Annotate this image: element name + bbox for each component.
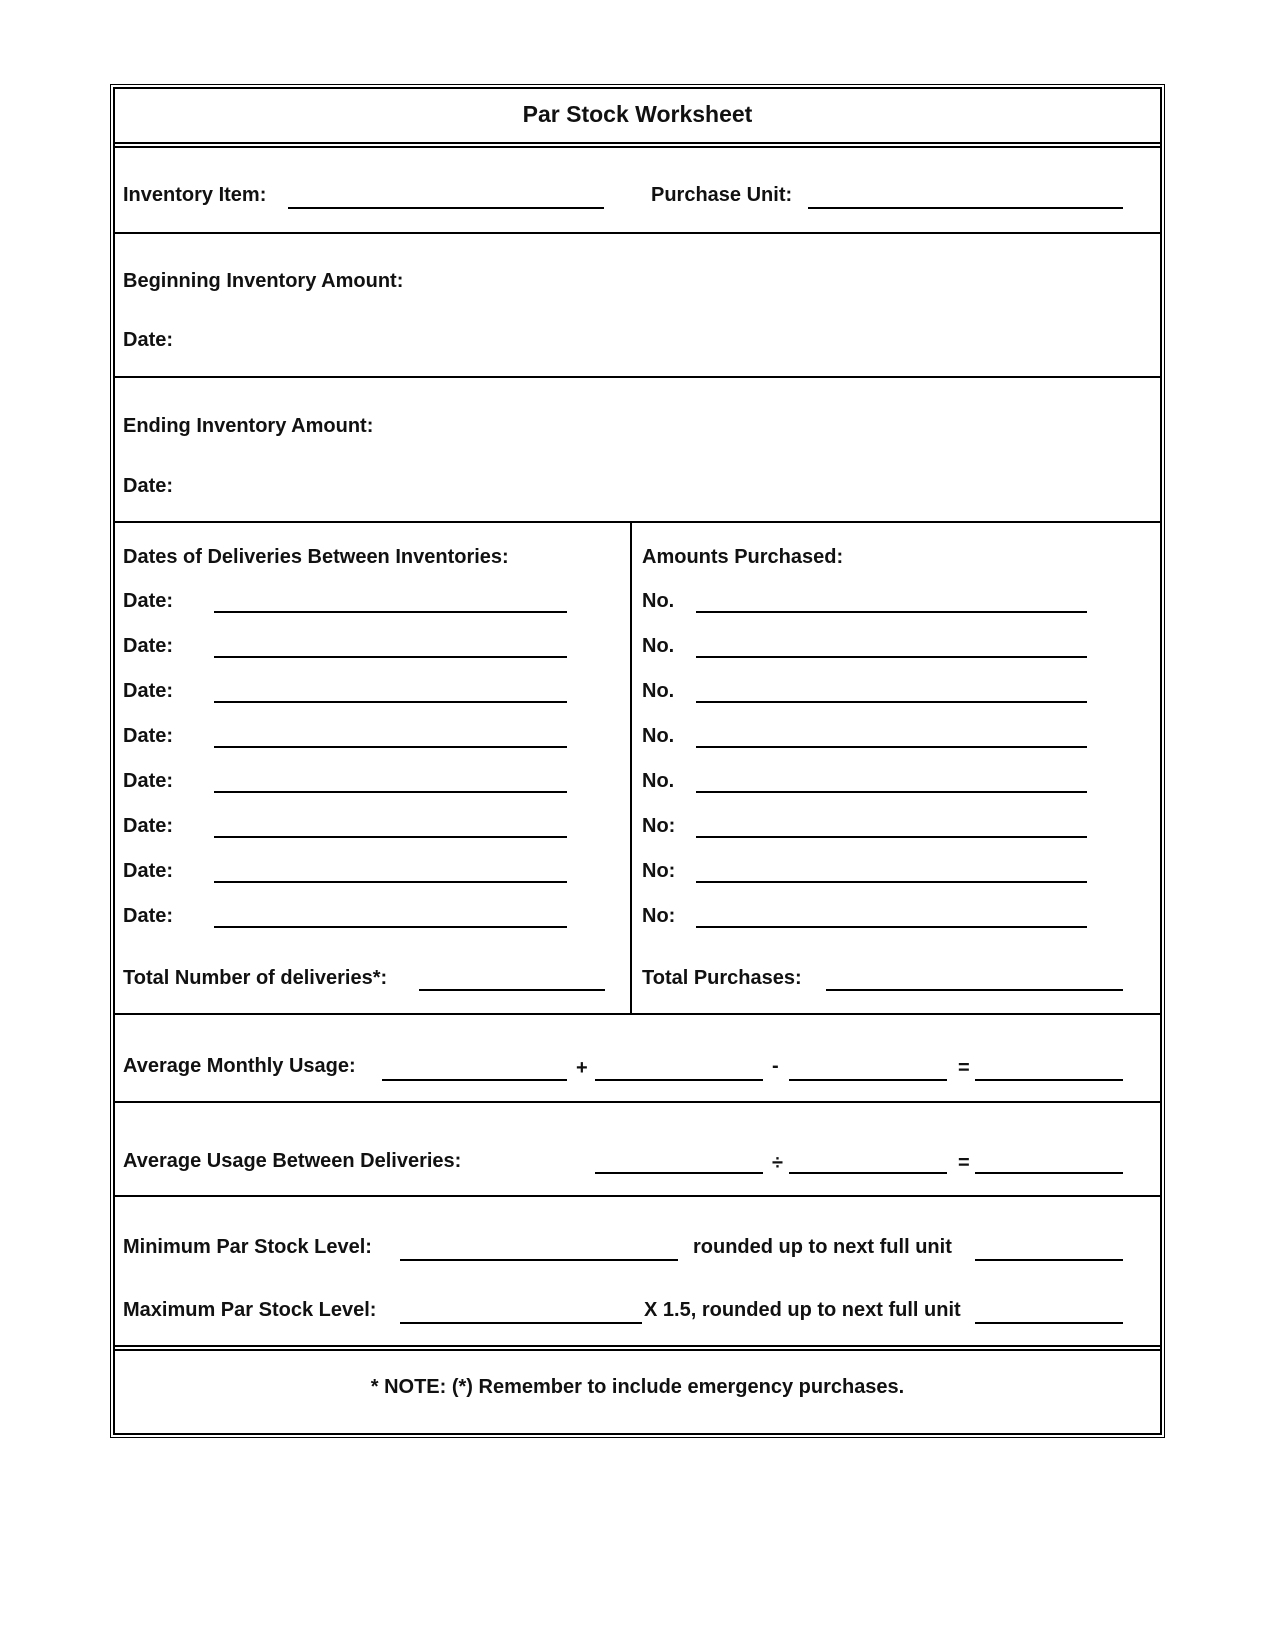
divider-item xyxy=(113,232,1162,234)
equals-sign: = xyxy=(958,1152,970,1174)
delivery-date-field[interactable] xyxy=(214,724,567,748)
amount-no-label: No. xyxy=(642,590,675,612)
delivery-date-label: Date: xyxy=(123,680,174,702)
divider-par-double xyxy=(113,1349,1162,1351)
monthly-result-field[interactable] xyxy=(975,1057,1123,1081)
delivery-date-field[interactable] xyxy=(214,769,567,793)
amount-no-label: No. xyxy=(642,725,675,747)
footer-note: * NOTE: (*) Remember to include emergency purchases. xyxy=(370,1376,905,1398)
monthly-term-3-field[interactable] xyxy=(789,1057,947,1081)
amount-field[interactable] xyxy=(696,814,1087,838)
divider-par xyxy=(113,1345,1162,1347)
avg-between-label: Average Usage Between Deliveries: xyxy=(123,1150,462,1172)
min-rounded-field[interactable] xyxy=(975,1237,1123,1261)
total-purchases-field[interactable] xyxy=(826,967,1123,991)
equals-sign: = xyxy=(958,1057,970,1079)
divider-ending xyxy=(113,521,1162,523)
amount-field[interactable] xyxy=(696,904,1087,928)
column-divider xyxy=(630,521,632,1013)
divider-title xyxy=(113,142,1162,144)
amount-field[interactable] xyxy=(696,679,1087,703)
avg-monthly-label: Average Monthly Usage: xyxy=(123,1055,356,1077)
delivery-date-field[interactable] xyxy=(214,679,567,703)
between-term-2-field[interactable] xyxy=(789,1150,947,1174)
ending-inventory-label: Ending Inventory Amount: xyxy=(123,415,374,437)
amount-no-label: No: xyxy=(642,815,676,837)
amount-no-label: No. xyxy=(642,635,675,657)
divide-sign: ÷ xyxy=(772,1152,783,1174)
amount-no-label: No. xyxy=(642,770,675,792)
monthly-term-1-field[interactable] xyxy=(382,1057,567,1081)
max-rounded-label: X 1.5, rounded up to next full unit xyxy=(644,1299,961,1321)
min-par-label: Minimum Par Stock Level: xyxy=(123,1236,372,1258)
max-rounded-field[interactable] xyxy=(975,1300,1123,1324)
delivery-date-field[interactable] xyxy=(214,589,567,613)
amounts-heading: Amounts Purchased: xyxy=(642,546,844,568)
delivery-date-field[interactable] xyxy=(214,859,567,883)
beginning-date-label: Date: xyxy=(123,329,174,351)
amount-field[interactable] xyxy=(696,724,1087,748)
page-title: Par Stock Worksheet xyxy=(522,101,753,127)
amount-field[interactable] xyxy=(696,769,1087,793)
max-par-field[interactable] xyxy=(400,1300,642,1324)
delivery-date-label: Date: xyxy=(123,590,174,612)
between-term-1-field[interactable] xyxy=(595,1150,763,1174)
between-result-field[interactable] xyxy=(975,1150,1123,1174)
minus-sign: - xyxy=(772,1055,779,1077)
inventory-item-label: Inventory Item: xyxy=(123,184,267,206)
amount-field[interactable] xyxy=(696,589,1087,613)
delivery-date-label: Date: xyxy=(123,635,174,657)
divider-between xyxy=(113,1195,1162,1197)
total-deliveries-label: Total Number of deliveries*: xyxy=(123,967,388,989)
max-par-label: Maximum Par Stock Level: xyxy=(123,1299,377,1321)
deliveries-heading: Dates of Deliveries Between Inventories: xyxy=(123,546,509,568)
amount-field[interactable] xyxy=(696,859,1087,883)
total-deliveries-field[interactable] xyxy=(419,967,605,991)
divider-monthly xyxy=(113,1101,1162,1103)
total-purchases-label: Total Purchases: xyxy=(642,967,802,989)
divider-deliveries xyxy=(113,1013,1162,1015)
delivery-date-field[interactable] xyxy=(214,634,567,658)
inventory-item-field[interactable] xyxy=(288,185,604,209)
beginning-inventory-label: Beginning Inventory Amount: xyxy=(123,270,404,292)
purchase-unit-label: Purchase Unit: xyxy=(651,184,793,206)
ending-date-label: Date: xyxy=(123,475,174,497)
delivery-date-label: Date: xyxy=(123,725,174,747)
plus-sign: + xyxy=(576,1057,588,1079)
amount-no-label: No: xyxy=(642,905,676,927)
amount-no-label: No: xyxy=(642,860,676,882)
divider-beginning xyxy=(113,376,1162,378)
delivery-date-label: Date: xyxy=(123,770,174,792)
divider-title-double xyxy=(113,146,1162,148)
delivery-date-field[interactable] xyxy=(214,814,567,838)
min-par-field[interactable] xyxy=(400,1237,678,1261)
delivery-date-label: Date: xyxy=(123,860,174,882)
delivery-date-label: Date: xyxy=(123,905,174,927)
delivery-date-label: Date: xyxy=(123,815,174,837)
amount-no-label: No. xyxy=(642,680,675,702)
delivery-date-field[interactable] xyxy=(214,904,567,928)
min-rounded-label: rounded up to next full unit xyxy=(693,1236,952,1258)
purchase-unit-field[interactable] xyxy=(808,185,1123,209)
amount-field[interactable] xyxy=(696,634,1087,658)
monthly-term-2-field[interactable] xyxy=(595,1057,763,1081)
